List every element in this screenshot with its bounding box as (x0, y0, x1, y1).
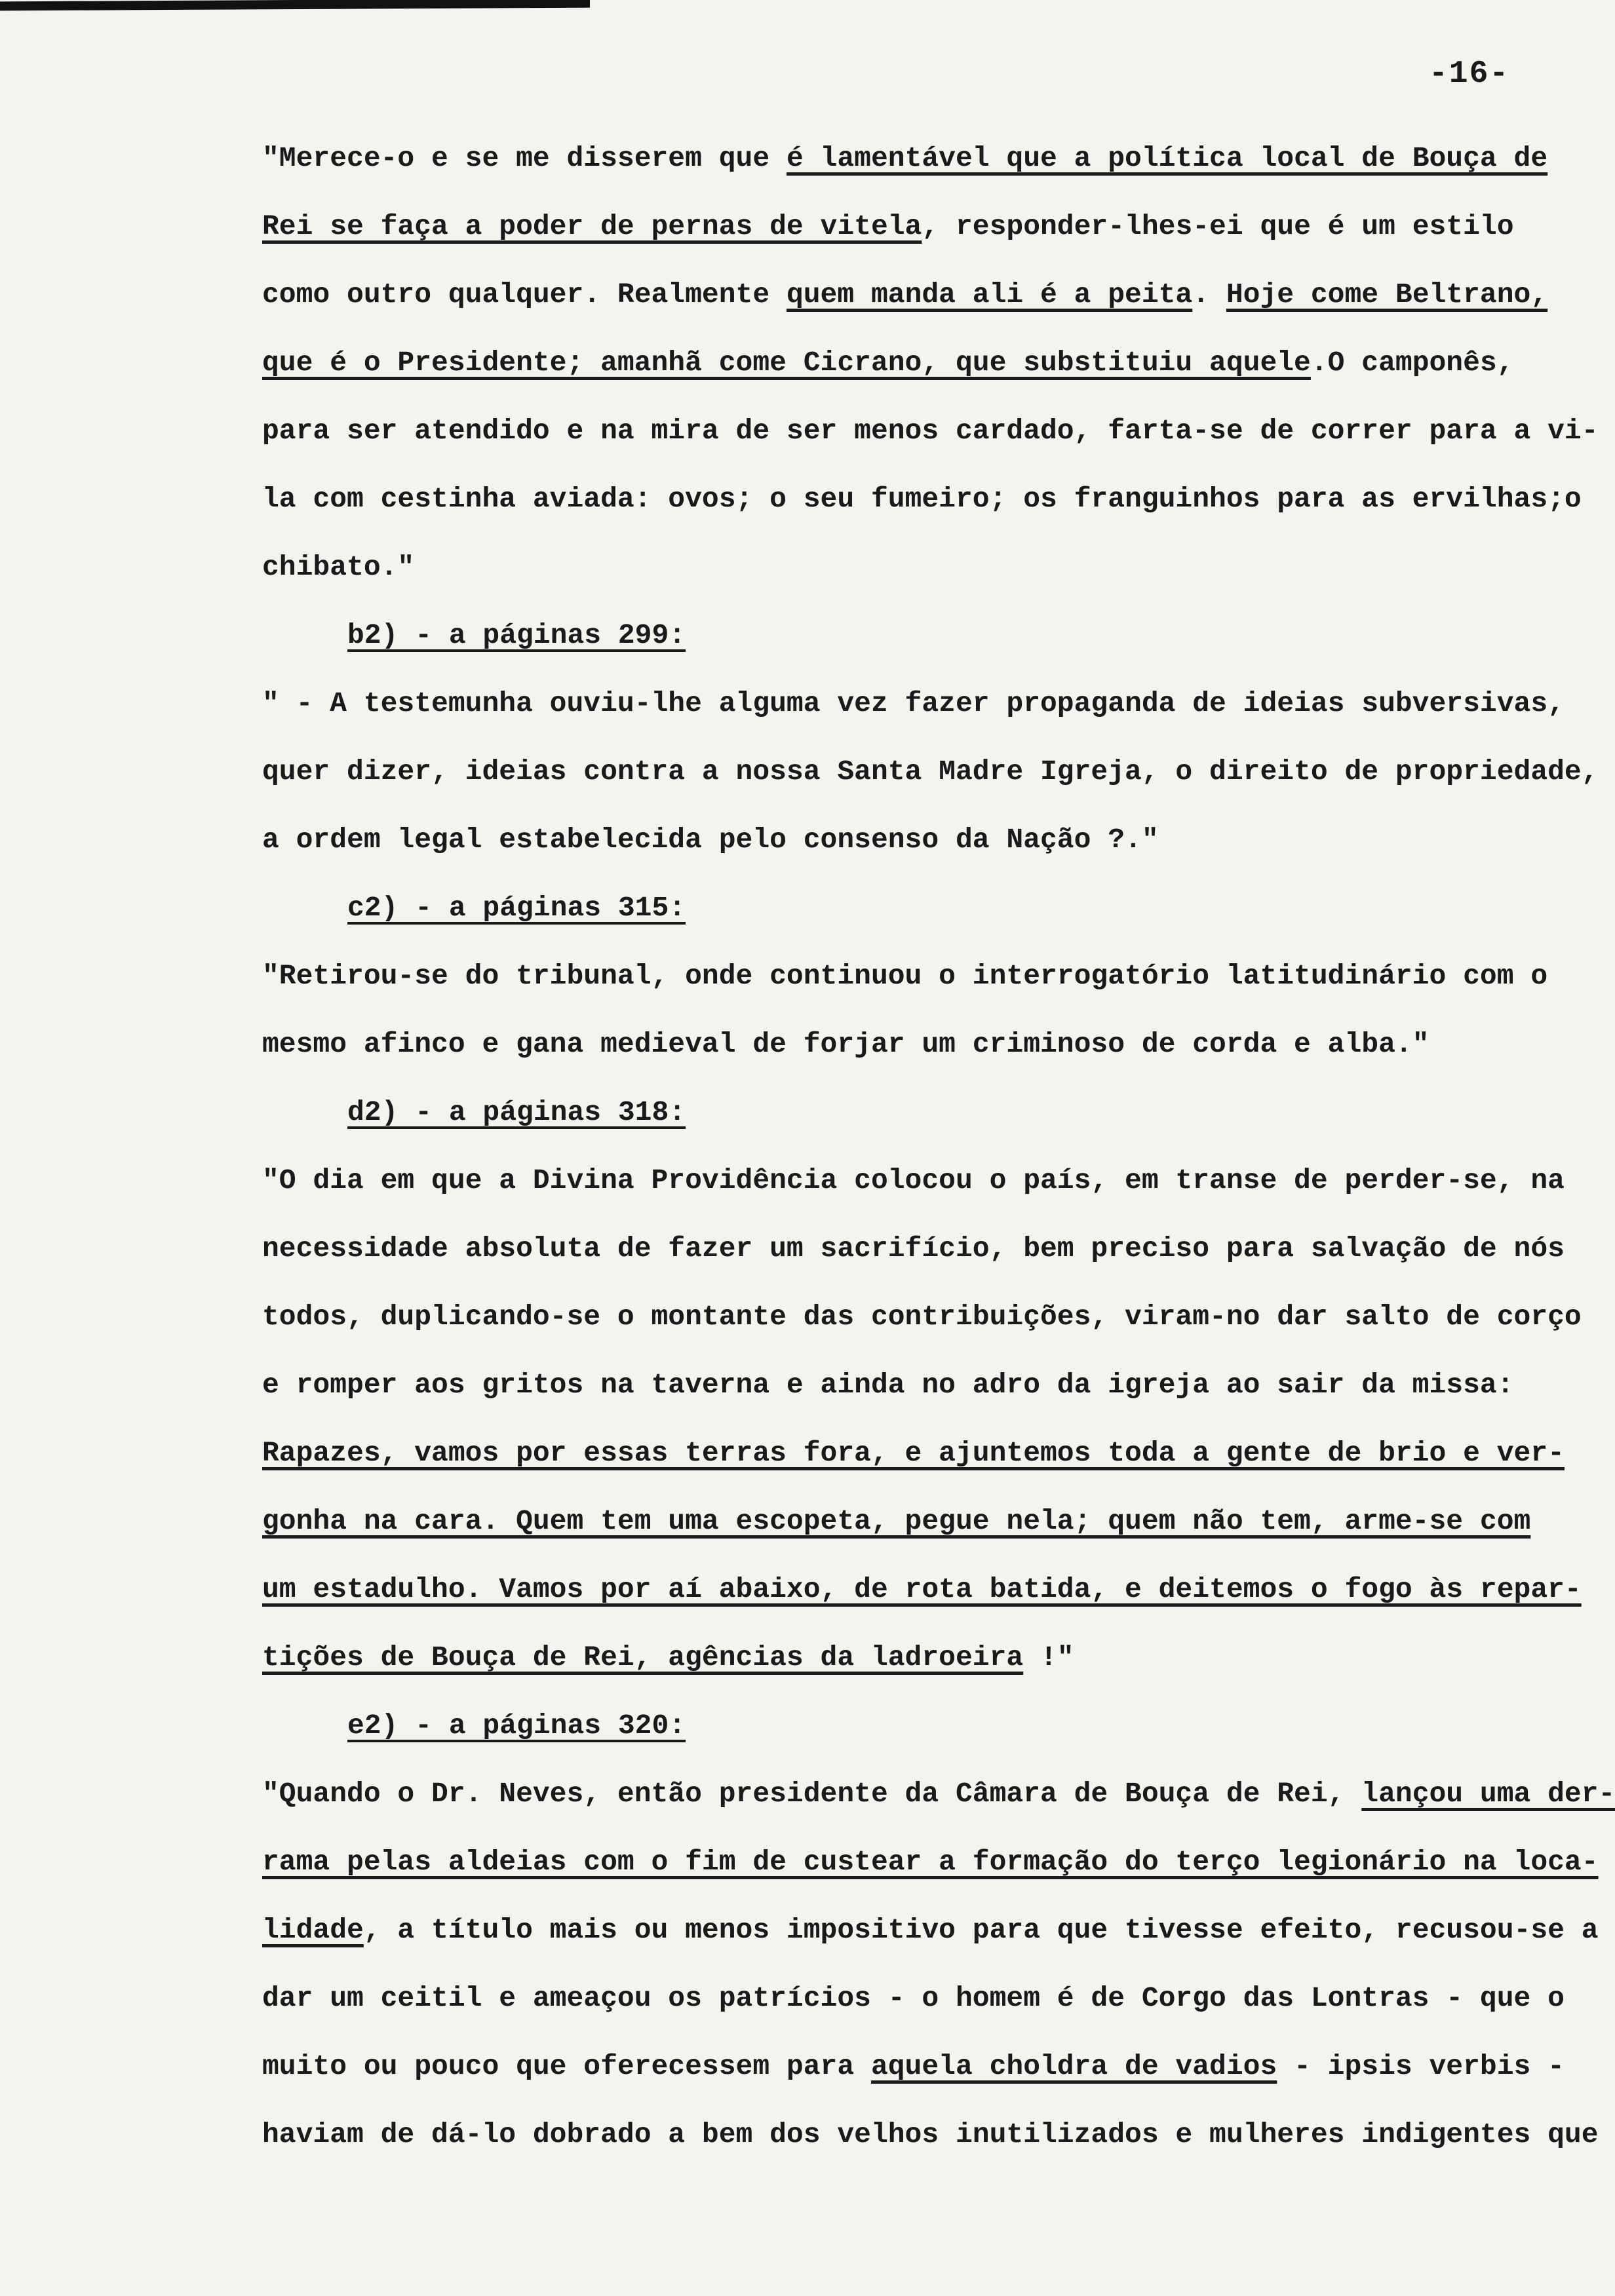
heading-e2 (262, 1692, 1566, 1760)
text-segment: mesmo afinco e gana medieval de forjar um criminoso de corda e alba." (262, 1028, 1430, 1060)
text-line (262, 1215, 1566, 1283)
text-line (262, 2033, 1566, 2101)
page-number: -16- (1429, 56, 1510, 92)
text-line (262, 1419, 1566, 1487)
heading-e2-text: e2) - a páginas 320: (347, 1710, 686, 1742)
text-line (262, 1283, 1582, 1351)
underlined-passage: lidade (262, 1914, 364, 1946)
underlined-passage: Hoje come Beltrano, (1226, 278, 1548, 311)
underlined-passage: Rapazes, vamos por essas terras fora, e ajuntemos toda a gente de brio e ver- (262, 1437, 1565, 1469)
text-segment: quer dizer, ideias contra a nossa Santa Madre Igreja, o direito de propriedade, (262, 756, 1599, 788)
text-line (262, 738, 1599, 806)
text-segment: para ser atendido e na mira de ser menos cardado, farta-se de correr para a vi- (262, 415, 1599, 447)
block-a (262, 124, 1599, 602)
underlined-passage: que é o Presidente; amanhã come Cicrano, que substituiu aquele (262, 347, 1311, 379)
text-line (262, 1351, 1566, 1419)
text-segment: , a título mais ou menos impositivo para que tivesse efeito, recusou-se a (363, 1914, 1599, 1946)
block-c2 (262, 942, 1566, 1079)
text-segment: !" (1023, 1641, 1074, 1674)
text-line (262, 806, 1566, 874)
heading-c2 (262, 874, 1566, 942)
block-e2 (262, 1760, 1615, 2169)
block-d2 (262, 1147, 1582, 1692)
text-line (262, 329, 1566, 397)
underlined-passage: aquela choldra de vadios (870, 2050, 1277, 2082)
text-line (262, 1624, 1566, 1692)
text-segment: , responder-lhes-ei que é um estilo (922, 210, 1514, 242)
text-segment: dar um ceitil e ameaçou os patrícios - o homem é de Corgo das Lontras - que o (262, 1982, 1565, 2014)
text-line (262, 942, 1566, 1010)
underlined-passage: rama pelas aldeias com o fim de custear a formação do terço legionário na loca- (262, 1846, 1599, 1878)
text-line (262, 2101, 1599, 2169)
text-segment: necessidade absoluta de fazer um sacrifício, bem preciso para salvação de nós (262, 1233, 1565, 1265)
underlined-passage: é lamentável que a política local de Bouça de (786, 142, 1548, 174)
text-line (262, 1760, 1615, 1828)
text-segment: "O dia em que a Divina Providência colocou o país, em transe de perder-se, na (262, 1164, 1565, 1196)
text-line (262, 261, 1566, 329)
text-line (262, 193, 1566, 261)
text-segment: .O camponês, (1310, 347, 1514, 379)
text-segment: - ipsis verbis - (1277, 2050, 1565, 2082)
underlined-passage: tições de Bouça de Rei, agências da ladroeira (262, 1641, 1024, 1674)
underlined-passage: lançou uma der- (1361, 1778, 1615, 1810)
text-segment: a ordem legal estabelecida pelo consenso da Nação ?." (262, 824, 1159, 856)
text-line (262, 465, 1582, 533)
text-line (262, 397, 1599, 465)
text-line (262, 1147, 1566, 1215)
heading-c2-text: c2) - a páginas 315: (347, 892, 686, 924)
text-segment: "Quando o Dr. Neves, então presidente da Câmara de Bouça de Rei, (262, 1778, 1362, 1810)
text-segment: " - A testemunha ouviu-lhe alguma vez fazer propaganda de ideias subversivas, (262, 687, 1565, 719)
text-segment: chibato." (262, 551, 415, 583)
heading-b2 (262, 602, 1566, 670)
text-segment: como outro qualquer. Realmente (262, 278, 787, 311)
heading-b2-text: b2) - a páginas 299: (347, 619, 686, 651)
underlined-passage: quem manda ali é a peita (786, 278, 1193, 311)
text-segment: muito ou pouco que oferecessem para (262, 2050, 871, 2082)
text-segment: la com cestinha aviada: ovos; o seu fumeiro; os franguinhos para as ervilhas;o (262, 483, 1582, 515)
scan-edge-mark (0, 0, 590, 10)
heading-d2 (262, 1079, 1566, 1147)
text-line (262, 1556, 1582, 1624)
heading-d2-text: d2) - a páginas 318: (347, 1096, 686, 1128)
underlined-passage: um estadulho. Vamos por aí abaixo, de rota batida, e deitemos o fogo às repar- (262, 1573, 1582, 1605)
text-segment: haviam de dá-lo dobrado a bem dos velhos inutilizados e mulheres indigentes que (262, 2118, 1599, 2151)
underlined-passage: gonha na cara. Quem tem uma escopeta, pegue nela; quem não tem, arme-se com (262, 1505, 1531, 1537)
text-line (262, 1487, 1566, 1556)
text-segment: e romper aos gritos na taverna e ainda no adro da igreja ao sair da missa: (262, 1369, 1514, 1401)
text-line (262, 670, 1566, 738)
text-line (262, 1828, 1599, 1896)
text-line (262, 1896, 1599, 1964)
block-b2 (262, 670, 1599, 874)
text-line (262, 1964, 1566, 2033)
document-body (262, 124, 1615, 2169)
text-segment: todos, duplicando-se o montante das contribuições, viram-no dar salto de corço (262, 1301, 1582, 1333)
text-line (262, 1010, 1566, 1079)
underlined-passage: Rei se faça a poder de pernas de vitela (262, 210, 922, 242)
text-line (262, 124, 1566, 193)
text-segment: . (1192, 278, 1226, 311)
text-segment: "Retirou-se do tribunal, onde continuou o interrogatório latitudinário com o (262, 960, 1548, 992)
text-line (262, 533, 1566, 602)
text-segment: "Merece-o e se me disserem que (262, 142, 787, 174)
